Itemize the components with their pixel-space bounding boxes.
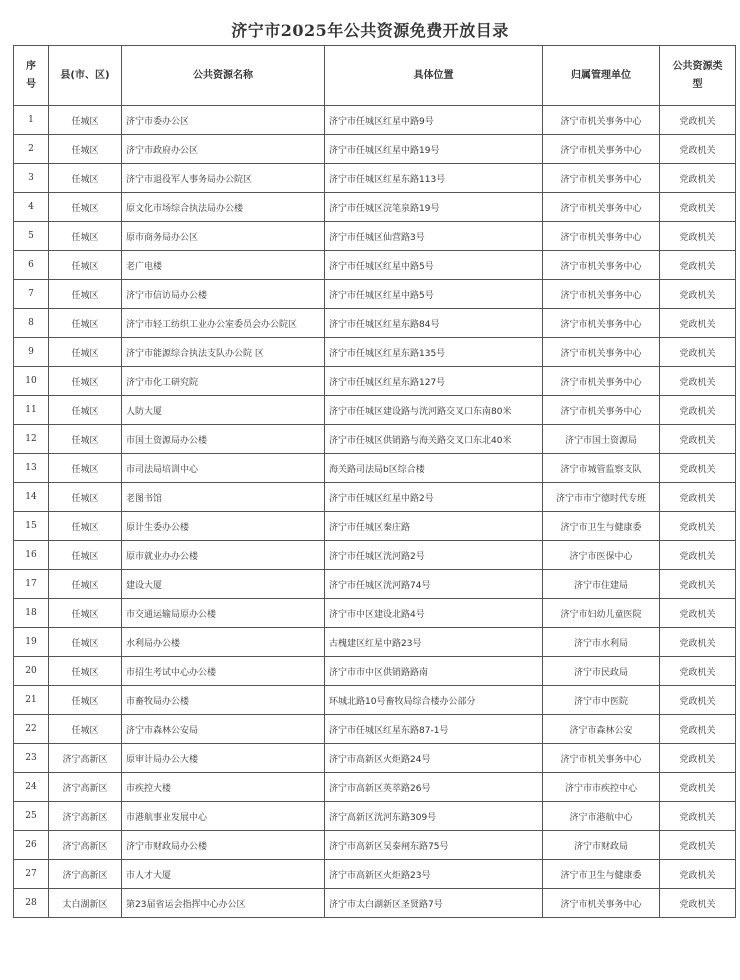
table-row [14, 860, 736, 889]
cell-location: 济宁市任城区红星中路2号 [325, 483, 543, 512]
cell-location: 济宁市任城区红星东路84号 [325, 309, 543, 338]
cell-resource-name: 市招生考试中心办公楼 [122, 657, 325, 686]
cell-serial-number: 6 [14, 251, 49, 280]
cell-resource-type: 党政机关 [660, 396, 736, 425]
cell-county: 任城区 [49, 309, 122, 338]
table-row [14, 599, 736, 628]
table-row [14, 831, 736, 860]
cell-resource-type: 党政机关 [660, 773, 736, 802]
cell-county: 任城区 [49, 396, 122, 425]
table-row [14, 106, 736, 135]
table-row [14, 309, 736, 338]
cell-managing-unit: 济宁市住建局 [543, 570, 660, 599]
cell-location: 济宁市任城区浣笔泉路19号 [325, 193, 543, 222]
table-row [14, 135, 736, 164]
cell-resource-name: 济宁市政府办公区 [122, 135, 325, 164]
cell-resource-name: 人防大厦 [122, 396, 325, 425]
cell-serial-number: 10 [14, 367, 49, 396]
cell-resource-name: 水利局办公楼 [122, 628, 325, 657]
cell-resource-name: 老广电楼 [122, 251, 325, 280]
cell-county: 任城区 [49, 483, 122, 512]
cell-county: 任城区 [49, 251, 122, 280]
cell-serial-number: 25 [14, 802, 49, 831]
cell-serial-number: 15 [14, 512, 49, 541]
cell-resource-name: 济宁市委办公区 [122, 106, 325, 135]
cell-managing-unit: 济宁市市疾控中心 [543, 773, 660, 802]
cell-serial-number: 28 [14, 889, 49, 918]
table-row [14, 251, 736, 280]
cell-resource-type: 党政机关 [660, 425, 736, 454]
cell-county: 任城区 [49, 657, 122, 686]
cell-county: 济宁高新区 [49, 773, 122, 802]
header-resource-type: 公共资源类型 [660, 46, 736, 106]
table-body [14, 106, 736, 918]
cell-location: 海关路司法局b区综合楼 [325, 454, 543, 483]
table-row [14, 367, 736, 396]
cell-county: 任城区 [49, 106, 122, 135]
table-row [14, 541, 736, 570]
cell-managing-unit: 济宁市森林公安 [543, 715, 660, 744]
cell-county: 太白湖新区 [49, 889, 122, 918]
table-row [14, 280, 736, 309]
cell-location: 济宁市任城区秦庄路 [325, 512, 543, 541]
cell-managing-unit: 济宁市机关事务中心 [543, 106, 660, 135]
cell-serial-number: 16 [14, 541, 49, 570]
cell-resource-type: 党政机关 [660, 744, 736, 773]
cell-county: 任城区 [49, 425, 122, 454]
cell-location: 济宁市中区建设北路4号 [325, 599, 543, 628]
cell-resource-name: 市交通运输局原办公楼 [122, 599, 325, 628]
cell-resource-type: 党政机关 [660, 280, 736, 309]
cell-resource-type: 党政机关 [660, 483, 736, 512]
cell-managing-unit: 济宁市机关事务中心 [543, 251, 660, 280]
cell-serial-number: 20 [14, 657, 49, 686]
cell-resource-type: 党政机关 [660, 106, 736, 135]
cell-county: 任城区 [49, 541, 122, 570]
cell-serial-number: 24 [14, 773, 49, 802]
cell-managing-unit: 济宁市机关事务中心 [543, 193, 660, 222]
cell-county: 任城区 [49, 135, 122, 164]
cell-resource-name: 市司法局培训中心 [122, 454, 325, 483]
header-resource-name: 公共资源名称 [122, 46, 325, 106]
cell-managing-unit: 济宁市机关事务中心 [543, 889, 660, 918]
cell-managing-unit: 济宁市卫生与健康委 [543, 512, 660, 541]
cell-location: 济宁市任城区建设路与洸河路交叉口东南80米 [325, 396, 543, 425]
table-row [14, 164, 736, 193]
cell-serial-number: 9 [14, 338, 49, 367]
cell-resource-type: 党政机关 [660, 570, 736, 599]
cell-serial-number: 1 [14, 106, 49, 135]
cell-serial-number: 21 [14, 686, 49, 715]
cell-location: 济宁市高新区火炬路24号 [325, 744, 543, 773]
cell-resource-type: 党政机关 [660, 164, 736, 193]
cell-resource-type: 党政机关 [660, 222, 736, 251]
cell-resource-name: 原市就业办办公楼 [122, 541, 325, 570]
cell-county: 任城区 [49, 338, 122, 367]
cell-resource-type: 党政机关 [660, 628, 736, 657]
cell-county: 任城区 [49, 367, 122, 396]
cell-county: 任城区 [49, 599, 122, 628]
cell-resource-type: 党政机关 [660, 599, 736, 628]
cell-managing-unit: 济宁市市宁德时代专班 [543, 483, 660, 512]
cell-location: 济宁市任城区红星中路9号 [325, 106, 543, 135]
cell-resource-name: 市港航事业发展中心 [122, 802, 325, 831]
cell-managing-unit: 济宁市机关事务中心 [543, 309, 660, 338]
table-row [14, 454, 736, 483]
cell-serial-number: 23 [14, 744, 49, 773]
cell-resource-name: 原文化市场综合执法局办公楼 [122, 193, 325, 222]
cell-location: 济宁市任城区红星东路87-1号 [325, 715, 543, 744]
cell-resource-name: 原审计局办公大楼 [122, 744, 325, 773]
cell-location: 济宁高新区洸河东路309号 [325, 802, 543, 831]
resource-directory-table [13, 45, 736, 918]
cell-location: 济宁市高新区火炬路23号 [325, 860, 543, 889]
cell-county: 济宁高新区 [49, 802, 122, 831]
cell-county: 任城区 [49, 164, 122, 193]
cell-county: 任城区 [49, 280, 122, 309]
cell-location: 济宁市任城区仙营路3号 [325, 222, 543, 251]
cell-resource-name: 济宁市化工研究院 [122, 367, 325, 396]
cell-resource-type: 党政机关 [660, 193, 736, 222]
cell-managing-unit: 济宁市机关事务中心 [543, 135, 660, 164]
cell-resource-name: 济宁市森林公安局 [122, 715, 325, 744]
cell-managing-unit: 济宁市国土资源局 [543, 425, 660, 454]
cell-resource-type: 党政机关 [660, 251, 736, 280]
cell-managing-unit: 济宁市机关事务中心 [543, 396, 660, 425]
cell-managing-unit: 济宁市财政局 [543, 831, 660, 860]
cell-resource-name: 市畜牧局办公楼 [122, 686, 325, 715]
table-header-row [14, 46, 736, 106]
cell-managing-unit: 济宁市卫生与健康委 [543, 860, 660, 889]
cell-serial-number: 11 [14, 396, 49, 425]
cell-resource-type: 党政机关 [660, 367, 736, 396]
cell-resource-name: 市疾控大楼 [122, 773, 325, 802]
cell-managing-unit: 济宁市医保中心 [543, 541, 660, 570]
cell-location: 济宁市市中区供销路路南 [325, 657, 543, 686]
cell-location: 济宁市任城区洸河路74号 [325, 570, 543, 599]
cell-resource-name: 原市商务局办公区 [122, 222, 325, 251]
table-row [14, 657, 736, 686]
cell-resource-name: 济宁市轻工纺织工业办公室委员会办公院区 [122, 309, 325, 338]
cell-resource-type: 党政机关 [660, 454, 736, 483]
cell-resource-type: 党政机关 [660, 541, 736, 570]
cell-resource-type: 党政机关 [660, 831, 736, 860]
cell-managing-unit: 济宁市机关事务中心 [543, 222, 660, 251]
cell-resource-name: 第23届省运会指挥中心办公区 [122, 889, 325, 918]
cell-county: 任城区 [49, 193, 122, 222]
cell-location: 济宁市太白湖新区圣贤路7号 [325, 889, 543, 918]
cell-county: 任城区 [49, 454, 122, 483]
table-row [14, 570, 736, 599]
table-row [14, 802, 736, 831]
cell-county: 任城区 [49, 686, 122, 715]
table-row [14, 483, 736, 512]
cell-resource-name: 济宁市退役军人事务局办公院区 [122, 164, 325, 193]
cell-resource-name: 市国土资源局办公楼 [122, 425, 325, 454]
cell-resource-name: 老图书馆 [122, 483, 325, 512]
table-row [14, 425, 736, 454]
table-row [14, 193, 736, 222]
cell-county: 任城区 [49, 715, 122, 744]
cell-serial-number: 14 [14, 483, 49, 512]
table-row [14, 773, 736, 802]
cell-serial-number: 17 [14, 570, 49, 599]
cell-county: 济宁高新区 [49, 831, 122, 860]
cell-location: 济宁市任城区红星东路127号 [325, 367, 543, 396]
cell-managing-unit: 济宁市港航中心 [543, 802, 660, 831]
cell-location: 济宁市高新区英萃路26号 [325, 773, 543, 802]
cell-serial-number: 8 [14, 309, 49, 338]
cell-serial-number: 4 [14, 193, 49, 222]
cell-managing-unit: 济宁市中医院 [543, 686, 660, 715]
table-row [14, 338, 736, 367]
cell-managing-unit: 济宁市水利局 [543, 628, 660, 657]
cell-serial-number: 27 [14, 860, 49, 889]
cell-serial-number: 12 [14, 425, 49, 454]
cell-resource-type: 党政机关 [660, 657, 736, 686]
cell-serial-number: 22 [14, 715, 49, 744]
cell-managing-unit: 济宁市妇幼儿童医院 [543, 599, 660, 628]
cell-serial-number: 18 [14, 599, 49, 628]
cell-location: 济宁市任城区红星中路5号 [325, 280, 543, 309]
header-serial-number: 序号 [14, 46, 49, 106]
cell-managing-unit: 济宁市机关事务中心 [543, 367, 660, 396]
cell-managing-unit: 济宁市民政局 [543, 657, 660, 686]
table-row [14, 628, 736, 657]
cell-resource-name: 原计生委办公楼 [122, 512, 325, 541]
cell-location: 环城北路10号畜牧局综合楼办公部分 [325, 686, 543, 715]
table-row [14, 686, 736, 715]
cell-serial-number: 26 [14, 831, 49, 860]
cell-county: 任城区 [49, 222, 122, 251]
cell-serial-number: 2 [14, 135, 49, 164]
table-row [14, 889, 736, 918]
cell-serial-number: 3 [14, 164, 49, 193]
cell-county: 济宁高新区 [49, 860, 122, 889]
cell-managing-unit: 济宁市机关事务中心 [543, 164, 660, 193]
table-row [14, 222, 736, 251]
header-location: 具体位置 [325, 46, 543, 106]
cell-county: 任城区 [49, 512, 122, 541]
header-managing-unit: 归属管理单位 [543, 46, 660, 106]
table-row [14, 715, 736, 744]
table-row [14, 512, 736, 541]
cell-resource-type: 党政机关 [660, 889, 736, 918]
cell-location: 济宁市任城区洸河路2号 [325, 541, 543, 570]
cell-location: 济宁市任城区红星中路19号 [325, 135, 543, 164]
cell-resource-type: 党政机关 [660, 715, 736, 744]
cell-managing-unit: 济宁市城管监察支队 [543, 454, 660, 483]
cell-resource-type: 党政机关 [660, 512, 736, 541]
cell-location: 古槐建区红星中路23号 [325, 628, 543, 657]
cell-resource-name: 市人才大厦 [122, 860, 325, 889]
cell-serial-number: 19 [14, 628, 49, 657]
table-row [14, 744, 736, 773]
cell-resource-name: 济宁市能源综合执法支队办公院 区 [122, 338, 325, 367]
cell-managing-unit: 济宁市机关事务中心 [543, 744, 660, 773]
cell-resource-name: 济宁市财政局办公楼 [122, 831, 325, 860]
cell-resource-name: 建设大厦 [122, 570, 325, 599]
cell-serial-number: 13 [14, 454, 49, 483]
cell-managing-unit: 济宁市机关事务中心 [543, 280, 660, 309]
cell-resource-type: 党政机关 [660, 309, 736, 338]
cell-resource-type: 党政机关 [660, 802, 736, 831]
cell-resource-type: 党政机关 [660, 135, 736, 164]
header-county: 县(市、区) [49, 46, 122, 106]
document-title: 济宁市2025年公共资源免费开放目录 [231, 21, 509, 40]
cell-serial-number: 7 [14, 280, 49, 309]
cell-county: 济宁高新区 [49, 744, 122, 773]
cell-resource-type: 党政机关 [660, 686, 736, 715]
cell-resource-type: 党政机关 [660, 338, 736, 367]
cell-location: 济宁市高新区吴泰闸东路75号 [325, 831, 543, 860]
cell-managing-unit: 济宁市机关事务中心 [543, 338, 660, 367]
cell-resource-name: 济宁市信访局办公楼 [122, 280, 325, 309]
cell-location: 济宁市任城区红星中路5号 [325, 251, 543, 280]
cell-county: 任城区 [49, 628, 122, 657]
cell-location: 济宁市任城区红星东路135号 [325, 338, 543, 367]
cell-county: 任城区 [49, 570, 122, 599]
cell-location: 济宁市任城区供销路与海关路交叉口东北40米 [325, 425, 543, 454]
cell-resource-type: 党政机关 [660, 860, 736, 889]
table-row [14, 396, 736, 425]
cell-serial-number: 5 [14, 222, 49, 251]
cell-location: 济宁市任城区红星东路113号 [325, 164, 543, 193]
